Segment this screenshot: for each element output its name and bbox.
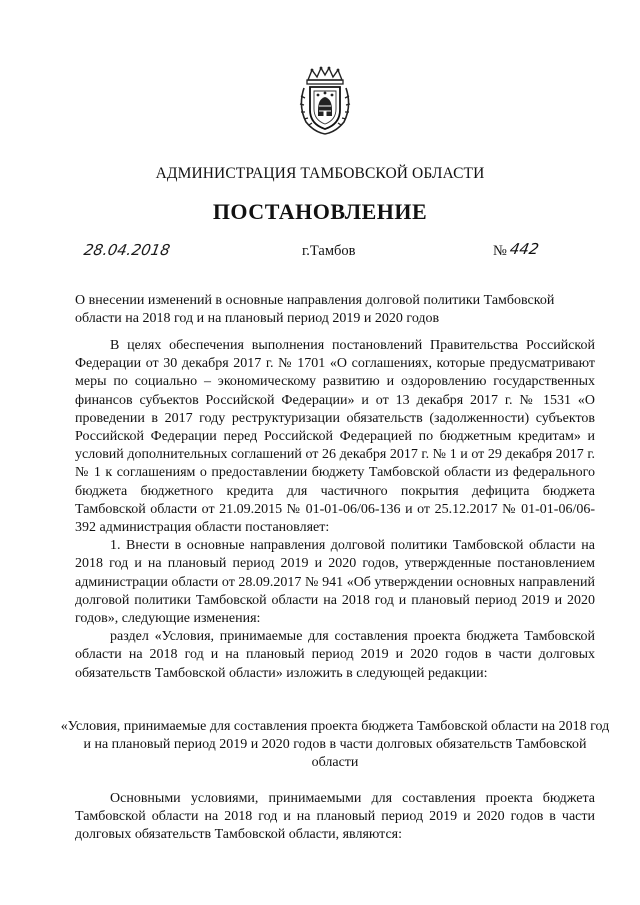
closing-paragraph: Основными условиями, принимаемыми для составления проекта бюджета Тамбовской области на 2018 год и на плановый период 2019 и 2020 годов в части долговых обязательств Тамбовской области, являются:: [75, 791, 595, 842]
document-city: г.Тамбов: [302, 243, 356, 259]
coat-of-arms-icon: [296, 66, 354, 136]
document-number: 442: [508, 240, 541, 258]
document-date: 28.04.2018: [82, 241, 172, 259]
document-type-title: ПОСТАНОВЛЕНИЕ: [212, 199, 428, 224]
document-body: [75, 337, 595, 683]
document-subject: О внесении изменений в основные направления долговой политики Тамбовской области на 2018 год и на плановый период 2019 и 2020 годов: [75, 293, 555, 326]
body-paragraph: раздел «Условия, принимаемые для составления проекта бюджета Тамбовской области на 2018 год и на плановый период 2019 и 2020 годов в части долговых обязательств Тамбовской области» изложить в следующей редакции:: [75, 629, 595, 681]
body-paragraph: В целях обеспечения выполнения постановлений Правительства Российской Федерации от 30 декабря 2017 г. № 1701 «О соглашениях, которые предусматривают меры по социально – экономическому развитию и оздоровлению государственных финансов субъектов Российской Федерации» и от 13 декабря 2017 г. № 1531 «О проведении в 2017 году реструктуризации обязательств (задолженности) субъектов Российской Федерации перед Российской Федерацией по бюджетным кредитам» и условий дополнительных соглашений от 26 декабря 2017 г. № 1 и от 29 декабря 2017 г. № 1 к соглашениям о предоставлении бюджету Тамбовской области из федерального бюджета бюджетного кредита для частичного покрытия дефицита бюджета Тамбовской области от 21.09.2015 № 01-01-06/06-136 и от 25.12.2017 № 01-01-06/06-392 администрация области постановляет:: [75, 338, 595, 536]
organization-name: АДМИНИСТРАЦИЯ ТАМБОВСКОЙ ОБЛАСТИ: [155, 165, 485, 182]
body-paragraph: 1. Внести в основные направления долговой политики Тамбовской области на 2018 год и на плановый период 2019 и 2020 годов, утвержденные постановлением администрации области от 28.09.2017 № 941 «Об утверждении основных направлений долговой политики Тамбовской области на 2018 год и плановый период 2019 и 2020 годов», следующие изменения:: [75, 538, 595, 627]
closing-text: [75, 790, 595, 844]
quoted-section-title: «Условия, принимаемые для составления проекта бюджета Тамбовской области на 2018 год и на плановый период 2019 и 2020 годов в части долговых обязательств Тамбовской области: [60, 719, 610, 770]
document-number-label: №: [493, 243, 507, 259]
